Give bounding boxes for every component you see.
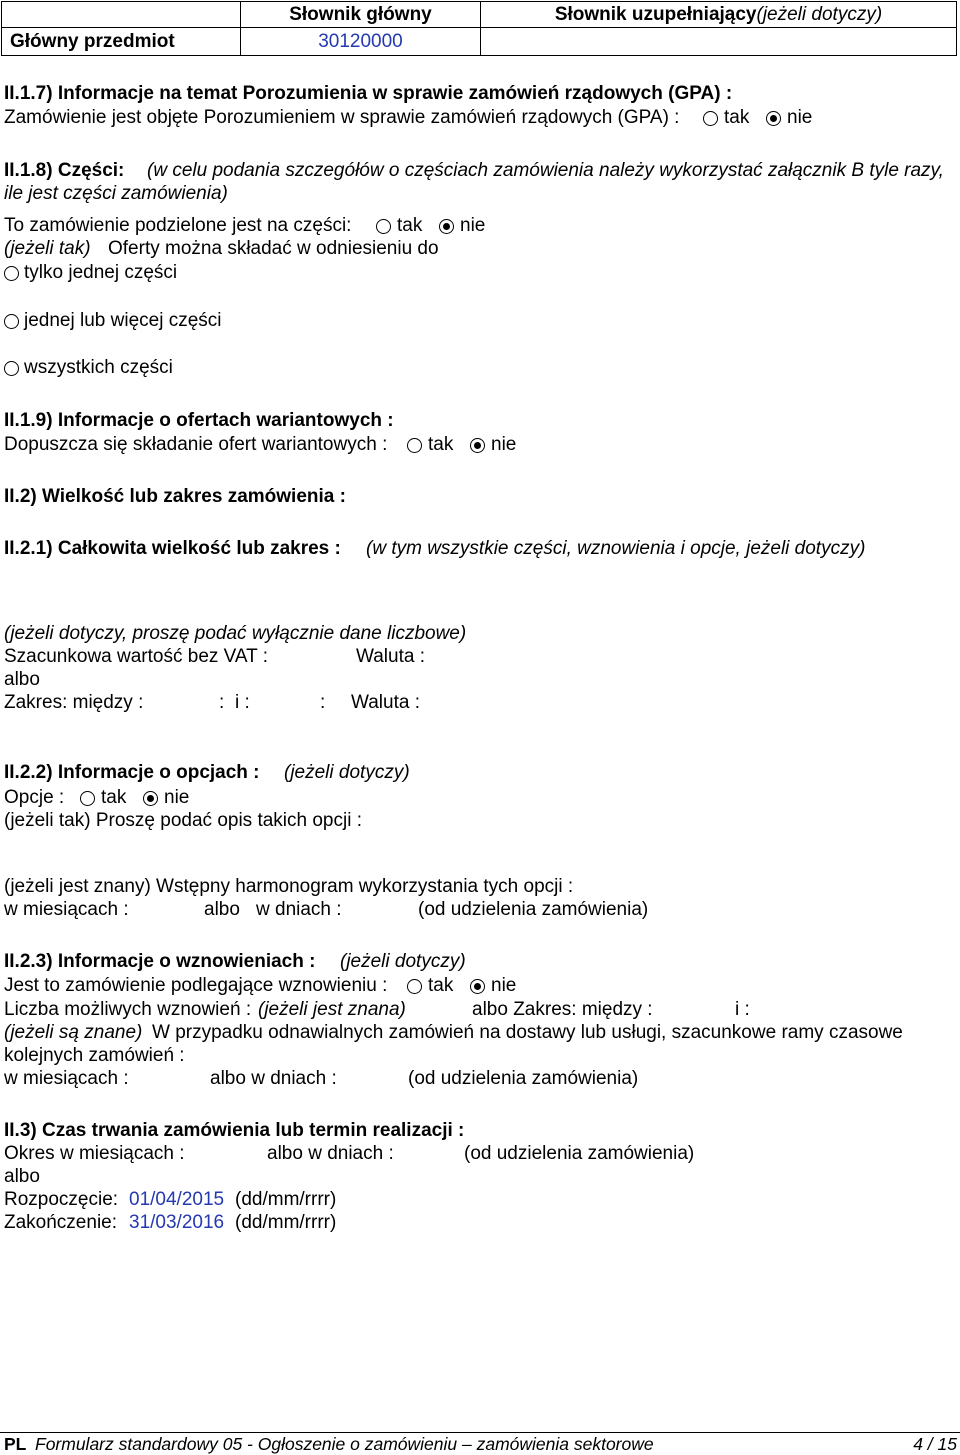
duration-from-award: (od udzielenia zamówienia) xyxy=(464,1143,695,1164)
options-yes-radio[interactable] xyxy=(80,791,95,806)
lots-one-lot-radio[interactable] xyxy=(4,266,19,281)
gpa-question: Zamówienie jest objęte Porozumieniem w sprawie zamówień rządowych (GPA) : xyxy=(4,107,680,128)
duration-heading: II.3) Czas trwania zamówienia lub termin realizacji : xyxy=(4,1120,465,1141)
page-footer xyxy=(0,1434,960,1454)
options-heading-line xyxy=(0,762,960,784)
lots-all-radio[interactable] xyxy=(4,361,19,376)
total-range-and: i : xyxy=(235,692,250,713)
variants-no-radio[interactable] xyxy=(470,438,485,453)
gpa-no-radio[interactable] xyxy=(766,111,781,126)
start-date-format: (dd/mm/rrrr) xyxy=(235,1189,337,1210)
start-date-value: 01/04/2015 xyxy=(129,1189,225,1210)
lots-all-label: wszystkich części xyxy=(24,357,173,378)
renewals-note: (jeżeli dotyczy) xyxy=(340,951,466,972)
duration-days-label: albo w dniach : xyxy=(267,1143,394,1164)
footer-page-number: 4 / 15 xyxy=(913,1434,957,1454)
lots-option-line-1 xyxy=(0,262,960,284)
renewals-heading: II.2.3) Informacje o wznowieniach : xyxy=(4,951,316,972)
quantity-heading: II.2) Wielkość lub zakres zamówienia : xyxy=(4,486,346,507)
options-no-radio[interactable] xyxy=(143,791,158,806)
gpa-no-label: nie xyxy=(787,107,813,128)
options-question: Opcje : xyxy=(4,787,65,808)
renewals-question-line xyxy=(0,975,960,997)
options-period-line xyxy=(0,899,960,921)
duration-or-line xyxy=(0,1166,960,1188)
gpa-heading-line xyxy=(0,83,960,105)
total-numeric-note: (jeżeli dotyczy, proszę podać wyłącznie dane liczbowe) xyxy=(4,623,467,644)
variants-heading-line xyxy=(0,410,960,432)
quantity-heading-line xyxy=(0,486,960,508)
renewals-no-radio[interactable] xyxy=(470,979,485,994)
lots-submit-label: Oferty można składać w odniesieniu do xyxy=(108,238,439,259)
lots-note-line1: (w celu podania szczegółów o częściach zamówienia należy wykorzystać załącznik B tyle razy, xyxy=(147,160,944,181)
end-date-label: Zakończenie: xyxy=(4,1212,118,1233)
lots-question-line xyxy=(0,215,960,237)
gpa-heading: II.1.7) Informacje na temat Porozumienia w sprawie zamówień rządowych (GPA) : xyxy=(4,83,733,104)
renewals-days-label: albo w dniach : xyxy=(210,1068,337,1089)
gpa-yes-label: tak xyxy=(724,107,750,128)
options-describe-line xyxy=(0,810,960,832)
lots-heading: II.1.8) Części: xyxy=(4,160,125,181)
supplementary-cpv-code xyxy=(481,28,957,56)
options-schedule-line xyxy=(0,876,960,898)
variants-no-label: nie xyxy=(491,434,517,455)
duration-period-label: Okres w miesiącach : xyxy=(4,1143,185,1164)
lots-option-line-3 xyxy=(0,357,960,379)
renewals-from-award: (od udzielenia zamówienia) xyxy=(408,1068,639,1089)
gpa-question-line xyxy=(0,107,960,129)
renewals-question: Jest to zamówienie podlegające wznowieniu : xyxy=(4,975,388,996)
renewals-timeframe-label-1: W przypadku odnawialnych zamówień na dostawy lub usługi, szacunkowe ramy czasowe xyxy=(152,1022,903,1043)
renewals-yes-label: tak xyxy=(428,975,454,996)
variants-yes-label: tak xyxy=(428,434,454,455)
options-no-label: nie xyxy=(164,787,190,808)
lots-option-line-2 xyxy=(0,310,960,332)
renewals-timeframe-line-1 xyxy=(0,1022,960,1044)
vocabulary-table xyxy=(1,1,957,56)
variants-yes-radio[interactable] xyxy=(407,438,422,453)
total-range-line xyxy=(0,692,960,714)
estimated-currency-label: Waluta : xyxy=(356,646,425,667)
lots-if-yes-note: (jeżeli tak) xyxy=(4,238,91,259)
renewals-range-and: i : xyxy=(735,999,750,1020)
lots-no-label: nie xyxy=(460,215,486,236)
total-heading: II.2.1) Całkowita wielkość lub zakres : xyxy=(4,538,341,559)
lots-yes-radio[interactable] xyxy=(376,219,391,234)
total-note: (w tym wszystkie części, wznowienia i opcje, jeżeli dotyczy) xyxy=(366,538,866,559)
options-yes-label: tak xyxy=(101,787,127,808)
supplementary-vocabulary-title: Słownik uzupełniający xyxy=(554,3,757,25)
options-or-label: albo xyxy=(204,899,240,920)
variants-heading: II.1.9) Informacje o ofertach wariantowych : xyxy=(4,410,394,431)
estimated-value-label: Szacunkowa wartość bez VAT : xyxy=(4,646,269,667)
supplementary-vocabulary-header xyxy=(481,2,957,28)
options-heading: II.2.2) Informacje o opcjach : xyxy=(4,762,260,783)
renewals-count-line xyxy=(0,999,960,1021)
supplementary-vocabulary-note: (jeżeli dotyczy) xyxy=(756,3,883,25)
options-days-label: w dniach : xyxy=(256,899,342,920)
main-cpv-code: 30120000 xyxy=(241,28,481,56)
duration-period-line xyxy=(0,1143,960,1165)
total-range-sep-2: : xyxy=(320,692,326,713)
total-or-line xyxy=(0,669,960,691)
renewals-period-line xyxy=(0,1068,960,1090)
renewals-range-label: albo Zakres: między : xyxy=(472,999,653,1020)
options-from-award: (od udzielenia zamówienia) xyxy=(418,899,649,920)
lots-submit-line xyxy=(0,238,960,260)
variants-question-line xyxy=(0,434,960,456)
end-date-value: 31/03/2016 xyxy=(129,1212,225,1233)
total-or-label: albo xyxy=(4,669,40,690)
renewals-no-label: nie xyxy=(491,975,517,996)
options-describe-label: (jeżeli tak) Proszę podać opis takich opcji : xyxy=(4,810,362,831)
options-question-line xyxy=(0,787,960,809)
total-range-sep-1: : xyxy=(219,692,225,713)
renewals-count-note: (jeżeli jest znana) xyxy=(258,999,406,1020)
total-numeric-note-line xyxy=(0,623,960,645)
renewals-timeframe-note: (jeżeli są znane) xyxy=(4,1022,143,1043)
gpa-yes-radio[interactable] xyxy=(703,111,718,126)
main-vocabulary-header: Słownik główny xyxy=(241,2,481,28)
options-schedule-label: (jeżeli jest znany) Wstępny harmonogram wykorzystania tych opcji : xyxy=(4,876,574,897)
lots-yes-label: tak xyxy=(397,215,423,236)
duration-start-line xyxy=(0,1189,960,1211)
vocabulary-corner-cell xyxy=(2,2,241,28)
start-date-label: Rozpoczęcie: xyxy=(4,1189,119,1210)
lots-heading-line xyxy=(0,160,960,182)
lots-note-line2: ile jest części zamówienia) xyxy=(4,183,228,204)
total-range-label: Zakres: między : xyxy=(4,692,144,713)
end-date-format: (dd/mm/rrrr) xyxy=(235,1212,337,1233)
main-object-label: Główny przedmiot xyxy=(2,28,241,56)
renewals-timeframe-line-2 xyxy=(0,1045,960,1067)
lots-note-line xyxy=(0,183,960,205)
renewals-count-label: Liczba możliwych wznowień : xyxy=(4,999,252,1020)
renewals-yes-radio[interactable] xyxy=(407,979,422,994)
footer-form-title: Formularz standardowy 05 - Ogłoszenie o zamówieniu – zamówienia sektorowe xyxy=(35,1434,654,1454)
total-heading-line xyxy=(0,538,960,560)
variants-question: Dopuszcza się składanie ofert wariantowych : xyxy=(4,434,388,455)
vocabulary-main-row xyxy=(2,28,957,56)
lots-one-or-more-radio[interactable] xyxy=(4,314,19,329)
lots-one-or-more-label: jednej lub więcej części xyxy=(24,310,222,331)
vocabulary-header-row xyxy=(2,2,957,28)
renewals-heading-line xyxy=(0,951,960,973)
footer-language-code: PL xyxy=(4,1434,27,1454)
options-note: (jeżeli dotyczy) xyxy=(284,762,410,783)
options-months-label: w miesiącach : xyxy=(4,899,129,920)
total-range-currency-label: Waluta : xyxy=(351,692,420,713)
lots-no-radio[interactable] xyxy=(439,219,454,234)
renewals-timeframe-label-2: kolejnych zamówień : xyxy=(4,1045,185,1066)
renewals-months-label: w miesiącach : xyxy=(4,1068,129,1089)
lots-one-lot-label: tylko jednej części xyxy=(24,262,178,283)
estimated-value-line xyxy=(0,646,960,668)
duration-heading-line xyxy=(0,1120,960,1142)
duration-or-label: albo xyxy=(4,1166,40,1187)
footer-divider xyxy=(0,1432,960,1433)
lots-question: To zamówienie podzielone jest na części: xyxy=(4,215,352,236)
duration-end-line xyxy=(0,1212,960,1234)
